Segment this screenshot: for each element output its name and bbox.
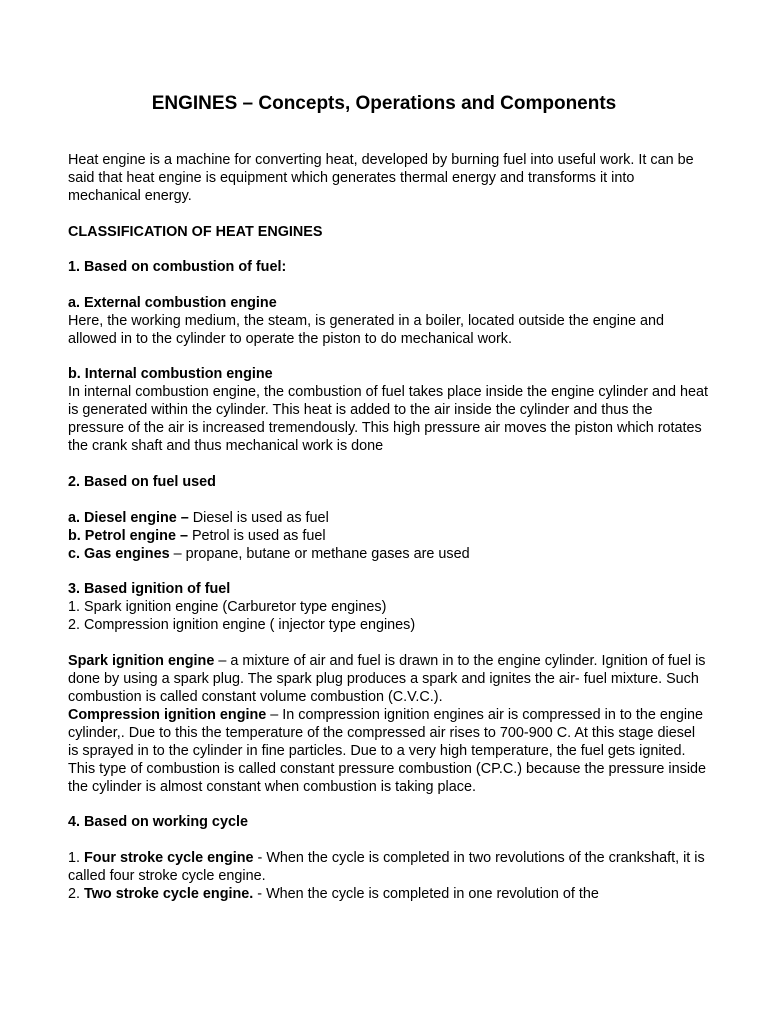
external-combustion-heading: a. External combustion engine bbox=[68, 294, 277, 311]
intro-paragraph: Heat engine is a machine for converting heat, developed by burning fuel into useful work. It can be said that heat engine is equipment which generates thermal energy and transforms it into mechanical energy. bbox=[68, 152, 694, 204]
cycle-item-two-stroke: 2. Two stroke cycle engine. - When the cycle is completed in one revolution of the bbox=[68, 885, 599, 902]
document-title: ENGINES – Concepts, Operations and Components bbox=[151, 93, 617, 114]
cycle-item-four-stroke: 1. Four stroke cycle engine - When the cycle is completed in two revolutions of the crankshaft, it is called four stroke cycle engine. bbox=[68, 849, 705, 884]
fuel-item-diesel: a. Diesel engine – Diesel is used as fuel bbox=[68, 509, 329, 526]
ignition-item-2: 2. Compression ignition engine ( injector type engines) bbox=[68, 617, 416, 634]
external-combustion-text: Here, the working medium, the steam, is generated in a boiler, located outside the engine and allowed in to the cylinder to operate the piston to do mechanical work. bbox=[68, 312, 664, 347]
ignition-item-1: 1. Spark ignition engine (Carburetor type engines) bbox=[68, 599, 387, 616]
document-body bbox=[68, 151, 708, 903]
classification-heading: CLASSIFICATION OF HEAT ENGINES bbox=[68, 223, 323, 240]
section1-heading: 1. Based on combustion of fuel: bbox=[68, 259, 287, 276]
section2-heading: 2. Based on fuel used bbox=[68, 473, 216, 490]
spark-ignition-paragraph: Spark ignition engine – a mixture of air and fuel is drawn in to the engine cylinder. Ignition of fuel is done by using a spark plug. The spark plug produces a spark and ignites the air- fuel mixture. Such combustion is called constant volume combustion (C.V.C.). bbox=[68, 652, 706, 705]
section4-heading: 4. Based on working cycle bbox=[68, 814, 248, 831]
section3-heading: 3. Based ignition of fuel bbox=[68, 581, 231, 598]
internal-combustion-text: In internal combustion engine, the combustion of fuel takes place inside the engine cylinder and heat is generated within the cylinder. This heat is added to the air inside the cylinder and thus the pressure of the air is increased tremendously. This high pressure air moves the piston which rotates the crank shaft and thus mechanical work is done bbox=[68, 384, 708, 455]
fuel-item-petrol: b. Petrol engine – Petrol is used as fuel bbox=[68, 527, 326, 544]
internal-combustion-heading: b. Internal combustion engine bbox=[68, 366, 273, 383]
compression-ignition-paragraph: Compression ignition engine – In compression ignition engines air is compressed in to the engine cylinder,. Due to this the temperature of the compressed air rises to 700-900 C. At this stage diesel is sprayed in to the cylinder in fine particles. Due to a very high temperature, the fuel gets ignited. This type of combustion is called constant pressure combustion (CP.C.) because the pressure inside the cylinder is almost constant when combustion is taking place. bbox=[68, 706, 707, 795]
fuel-item-gas: c. Gas engines – propane, butane or methane gases are used bbox=[68, 545, 470, 562]
